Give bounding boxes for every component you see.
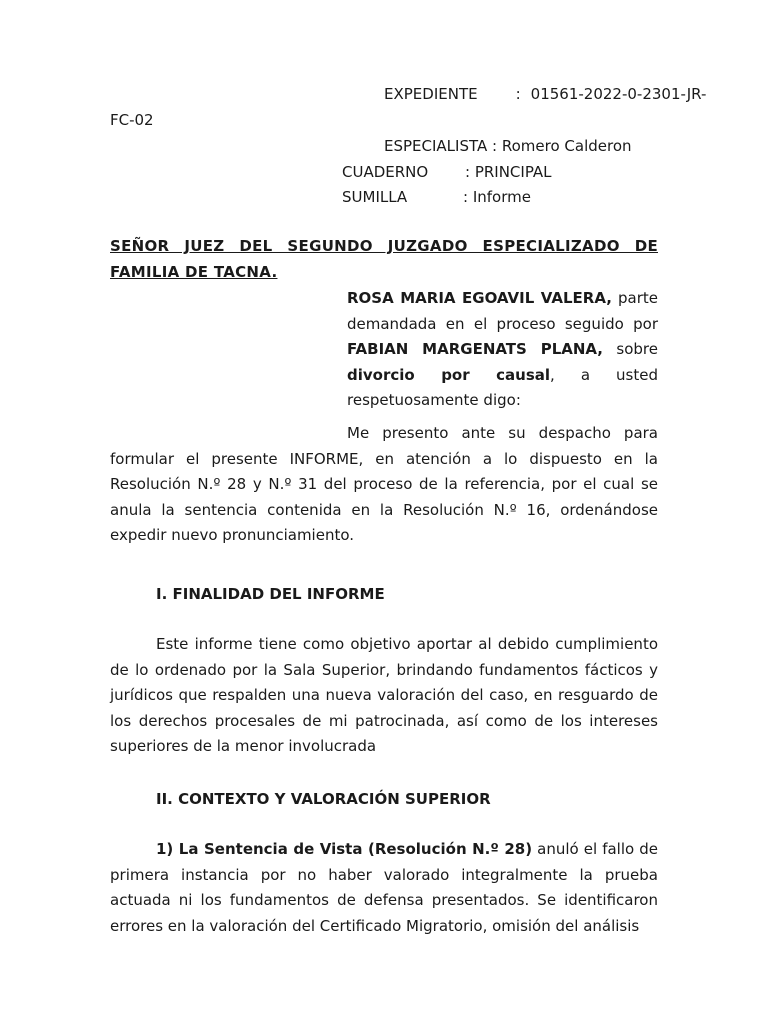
opponent-name: FABIAN MARGENATS PLANA, [347, 340, 604, 358]
sumilla-value: : Informe [463, 188, 531, 206]
expediente-line [384, 84, 706, 104]
especialista-line [384, 136, 632, 156]
expediente-colon: : [515, 85, 521, 103]
case-matter: divorcio por causal [347, 365, 551, 384]
item-lead: 1) La Sentencia de Vista (Resolución N.º 28) [156, 840, 533, 858]
party-role: parte demandada en el proceso seguido por [347, 289, 658, 333]
sumilla-label: SUMILLA [342, 188, 408, 206]
intro-closing: , a usted respetuosamente digo: [347, 365, 659, 409]
sumilla-line [342, 187, 531, 207]
cuaderno-line [342, 162, 552, 182]
cuaderno-value: : PRINCIPAL [465, 163, 552, 181]
addressee: SEÑOR JUEZ DEL SEGUNDO JUZGADO ESPECIALIZADO DE FAMILIA DE TACNA. [110, 237, 658, 281]
item-text: anuló el fallo de primera instancia por no haber valorado integralmente la prueba actuada ni los fundamentos de defensa presentados. Se identificaron errores en la valoración del Certificado Migratorio, omisión del análisis [110, 840, 658, 935]
expediente-label: EXPEDIENTE [384, 85, 478, 103]
intro-block [347, 286, 658, 414]
section-heading-contexto: II. CONTEXTO Y VALORACIÓN SUPERIOR [156, 790, 491, 808]
section-heading-finalidad: I. FINALIDAD DEL INFORME [156, 585, 385, 603]
opening-paragraph: Me presento ante su despacho para formular el presente INFORME, en atención a lo dispuesto en la Resolución N.º 28 y N.º 31 del proceso de la referencia, por el cual se anula la sentencia contenida en la Resolución N.º 16, ordenándose expedir nuevo pronunciamiento. [110, 424, 658, 544]
section-item-sentencia-vista [110, 837, 658, 939]
party-name: ROSA MARIA EGOAVIL VALERA, [347, 289, 612, 307]
section-paragraph-finalidad: Este informe tiene como objetivo aportar al debido cumplimiento de lo ordenado por la Sala Superior, brindando fundamentos fácticos y jurídicos que respalden una nueva valoración del caso, en resguardo de los derechos procesales de mi patrocinada, así como de los intereses superiores de la menor involucrada [110, 635, 658, 755]
cuaderno-label: CUADERNO [342, 163, 429, 181]
especialista-value: Romero Calderon [501, 137, 632, 155]
expediente-continuation: FC-02 [110, 111, 154, 129]
expediente-value: 01561-2022-0-2301-JR- [530, 85, 707, 103]
sobre-text: sobre [603, 340, 658, 358]
especialista-label: ESPECIALISTA : [384, 137, 498, 155]
